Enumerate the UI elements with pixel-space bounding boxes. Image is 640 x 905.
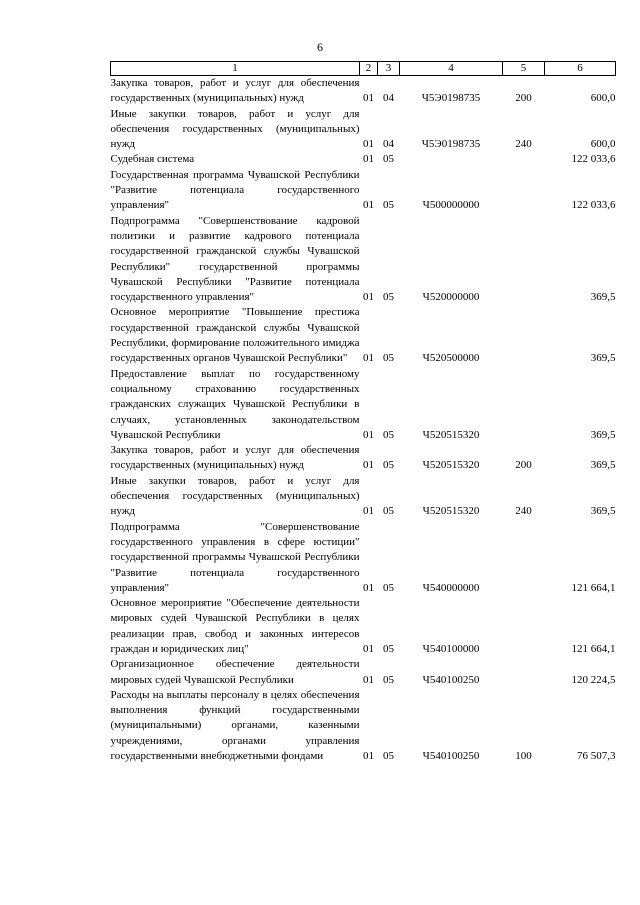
row-expense-type: 240 [515,138,532,151]
row-subsection: 04 [383,138,394,151]
row-amount: 600,0 [590,138,616,151]
row-expense-type [503,168,545,214]
row-subsection: 05 [383,199,394,212]
row-subsection: 04 [383,92,394,105]
row-target-article: Ч540100000 [422,642,480,655]
row-expense-type [503,152,545,167]
row-subsection: 05 [383,750,394,763]
row-target-article: Ч520515320 [422,459,480,472]
table-row [111,657,616,688]
table-row [111,474,616,520]
table-row [111,152,616,167]
row-expense-type: 200 [515,92,532,105]
row-amount: 369,5 [590,459,616,472]
table-row [111,76,616,107]
row-subsection: 05 [383,291,394,304]
row-section: 01 [363,291,374,304]
row-name: Основное мероприятие "Повышение престижа государственной гражданской службы Чувашской Республики, формирование положительного имиджа государственных органов Чувашской Республики" [110,306,360,365]
row-section: 01 [363,92,374,105]
row-section: 01 [363,199,374,212]
row-amount: 369,5 [590,291,616,304]
table-header [111,62,616,76]
header-col-expense-type: 5 [503,62,545,76]
header-col-section: 2 [360,62,378,76]
row-target-article: Ч520515320 [422,505,480,518]
table-row [111,107,616,153]
row-subsection: 05 [383,153,394,166]
row-section: 01 [363,750,374,763]
row-target-article: Ч500000000 [422,199,480,212]
budget-table [110,61,616,764]
row-section: 01 [363,153,374,166]
row-expense-type [503,596,545,657]
table-row [111,443,616,474]
row-section: 01 [363,673,374,686]
row-name: Закупка товаров, работ и услуг для обеспечения государственных (муниципальных) нужд [110,77,360,105]
row-target-article: Ч5Э0198735 [421,138,481,151]
row-name: Подпрограмма "Совершенствование государственного управления в сфере юстиции" государственной программы Чувашской Республики "Развитие потенциала государственного управления" [110,520,360,594]
row-amount: 369,5 [590,352,616,365]
row-amount: 600,0 [590,92,616,105]
row-expense-type: 240 [515,505,532,518]
row-name: Иные закупки товаров, работ и услуг для обеспечения государственных (муниципальных) нужд [110,474,360,518]
row-name: Государственная программа Чувашской Республики "Развитие потенциала государственного управления" [110,168,360,212]
row-target-article [400,152,503,167]
row-name: Иные закупки товаров, работ и услуг для обеспечения государственных (муниципальных) нужд [110,107,360,151]
row-expense-type: 100 [515,750,532,763]
row-amount: 121 664,1 [571,642,616,655]
row-subsection: 05 [383,505,394,518]
row-amount: 76 507,3 [577,750,616,763]
row-section: 01 [363,642,374,655]
row-amount: 122 033,6 [571,199,616,212]
row-subsection: 05 [383,428,394,441]
header-col-target-article: 4 [400,62,503,76]
row-expense-type [503,520,545,596]
row-target-article: Ч520515320 [422,428,480,441]
row-expense-type [503,214,545,306]
row-subsection: 05 [383,673,394,686]
row-section: 01 [363,505,374,518]
row-name: Предоставление выплат по государственному социальному страхованию государственных гражданских служащих Чувашской Республики в случаях, установленных законодательством Чувашской Республики [110,367,360,441]
row-target-article: Ч540100250 [422,673,480,686]
row-expense-type [503,305,545,366]
table-row [111,168,616,214]
row-amount: 369,5 [590,428,616,441]
row-name: Расходы на выплаты персоналу в целях обеспечения выполнения функций государственными (муниципальными) органами, казенными учреждениями, органами управления государственными внебюджетными фондами [110,688,360,763]
row-section: 01 [363,459,374,472]
table-row [111,688,616,764]
header-col-amount: 6 [545,62,616,76]
table-row [111,305,616,366]
page-number: 6 [317,40,323,54]
row-amount: 122 033,6 [571,153,616,166]
row-amount: 120 224,5 [571,673,616,686]
row-target-article: Ч540100250 [422,750,480,763]
table-row [111,214,616,306]
row-name: Основное мероприятие "Обеспечение деятельности мировых судей Чувашской Республики в целях реализации прав, свобод и законных интересов граждан и юридических лиц" [110,597,360,655]
table-body [111,76,616,765]
row-target-article: Ч520500000 [422,352,480,365]
row-target-article: Ч520000000 [422,291,480,304]
row-amount: 369,5 [590,505,616,518]
header-row [111,62,616,76]
row-expense-type: 200 [515,459,532,472]
row-expense-type [503,367,545,443]
row-section: 01 [363,138,374,151]
row-subsection: 05 [383,459,394,472]
row-section: 01 [363,352,374,365]
row-subsection: 05 [383,642,394,655]
row-amount: 121 664,1 [571,581,616,594]
row-target-article: Ч5Э0198735 [421,92,481,105]
table-row [111,596,616,657]
row-name: Судебная система [110,153,195,166]
row-section: 01 [363,581,374,594]
row-subsection: 05 [383,581,394,594]
table-row [111,520,616,596]
row-subsection: 05 [383,352,394,365]
row-name: Подпрограмма "Совершенствование кадровой политики и развитие кадрового потенциала государственной гражданской службы Чувашской Республики" государственной программы Чувашской Республики "Развитие потенциала государственного управления" [110,214,360,304]
header-col-subsection: 3 [378,62,400,76]
row-name: Организационное обеспечение деятельности мировых судей Чувашской Республики [110,658,360,686]
table-row [111,367,616,443]
row-expense-type [503,657,545,688]
row-target-article: Ч540000000 [422,581,480,594]
header-col-name: 1 [111,62,360,76]
row-name: Закупка товаров, работ и услуг для обеспечения государственных (муниципальных) нужд [110,444,360,472]
row-section: 01 [363,428,374,441]
